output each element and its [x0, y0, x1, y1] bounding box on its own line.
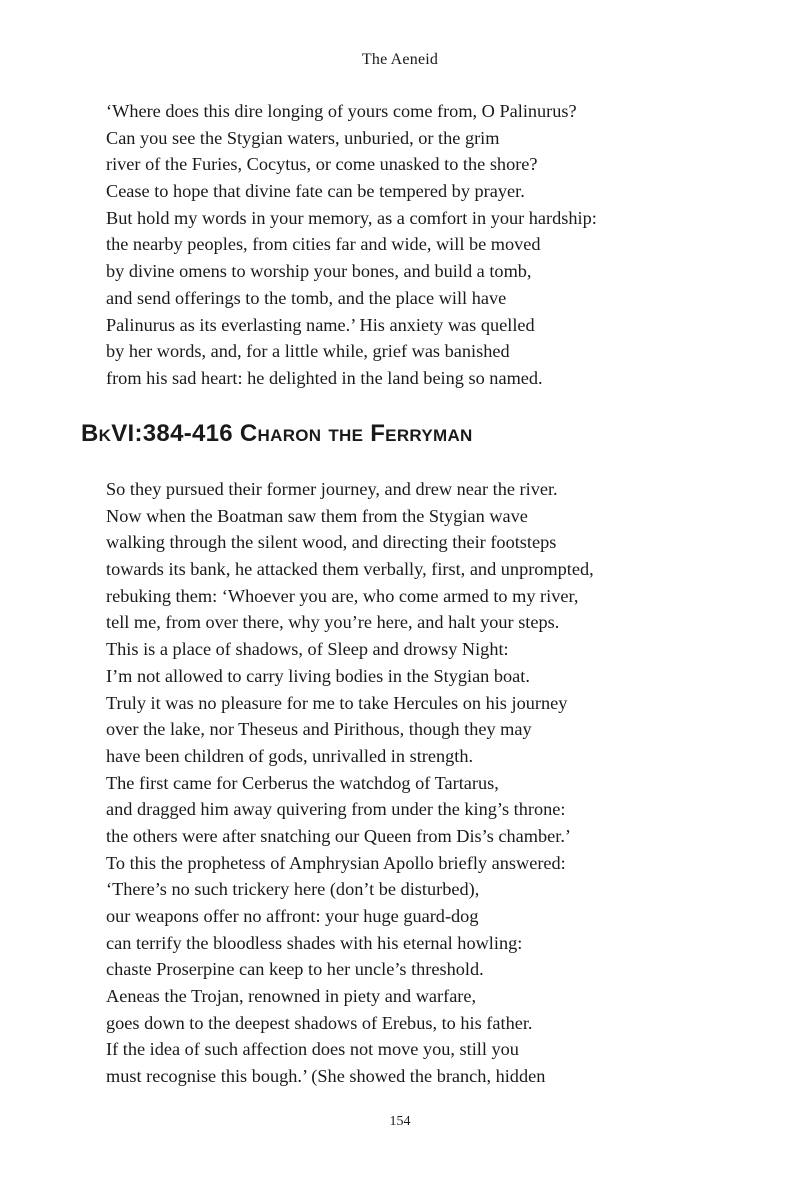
verse-line: Cease to hope that divine fate can be tempered by prayer. [106, 181, 525, 202]
verse-line: chaste Proserpine can keep to her uncle’s threshold. [106, 959, 484, 980]
verse-line: the nearby peoples, from cities far and wide, will be moved [106, 234, 541, 255]
verse-line: have been children of gods, unrivalled in strength. [106, 745, 474, 766]
verse-line: ‘There’s no such trickery here (don’t be disturbed), [106, 879, 480, 900]
verse-line: tell me, from over there, why you’re here, and halt your steps. [106, 612, 560, 633]
verse-line: The first came for Cerberus the watchdog of Tartarus, [106, 772, 499, 793]
verse-line: by her words, and, for a little while, grief was banished [106, 341, 510, 362]
verse-block-palinurus [106, 98, 706, 392]
verse-line: over the lake, nor Theseus and Pirithous, though they may [106, 719, 532, 740]
verse-line: river of the Furies, Cocytus, or come unasked to the shore? [106, 154, 538, 175]
verse-line: Now when the Boatman saw them from the Stygian wave [106, 505, 528, 526]
verse-line: and send offerings to the tomb, and the place will have [106, 287, 507, 308]
verse-line: This is a place of shadows, of Sleep and drowsy Night: [106, 639, 509, 660]
verse-line: If the idea of such affection does not move you, still you [106, 1039, 519, 1060]
verse-line: ‘Where does this dire longing of yours come from, O Palinurus? [106, 101, 577, 121]
verse-line: by divine omens to worship your bones, and build a tomb, [106, 261, 532, 282]
section-heading: BkVI:384-416 Charon the Ferryman [81, 420, 473, 447]
verse-line: goes down to the deepest shadows of Erebus, to his father. [106, 1012, 533, 1033]
verse-line: So they pursued their former journey, and drew near the river. [106, 479, 558, 499]
verse-line: Palinurus as its everlasting name.’ His anxiety was quelled [106, 314, 535, 335]
verse-line: our weapons offer no affront: your huge guard-dog [106, 906, 479, 926]
verse-line: Truly it was no pleasure for me to take Hercules on his journey [106, 692, 568, 713]
verse-line: I’m not allowed to carry living bodies in the Stygian boat. [106, 665, 530, 686]
verse-line: To this the prophetess of Amphrysian Apollo briefly answered: [106, 852, 566, 873]
verse-line: rebuking them: ‘Whoever you are, who come armed to my river, [106, 585, 579, 606]
verse-line: But hold my words in your memory, as a comfort in your hardship: [106, 207, 597, 228]
verse-line: from his sad heart: he delighted in the land being so named. [106, 367, 543, 388]
verse-line: the others were after snatching our Queen from Dis’s chamber.’ [106, 825, 571, 846]
verse-line: can terrify the bloodless shades with his eternal howling: [106, 932, 523, 953]
verse-block-charon [106, 476, 706, 1090]
verse-line: Aeneas the Trojan, renowned in piety and warfare, [106, 986, 477, 1007]
page-number: 154 [389, 1114, 411, 1129]
verse-line: Can you see the Stygian waters, unburied, or the grim [106, 127, 500, 148]
verse-line: must recognise this bough.’ (She showed the branch, hidden [106, 1066, 546, 1087]
verse-line: towards its bank, he attacked them verbally, first, and unprompted, [106, 559, 594, 580]
running-header: The Aeneid [361, 51, 439, 68]
verse-line: walking through the silent wood, and directing their footsteps [106, 532, 557, 553]
verse-line: and dragged him away quivering from under the king’s throne: [106, 799, 566, 820]
